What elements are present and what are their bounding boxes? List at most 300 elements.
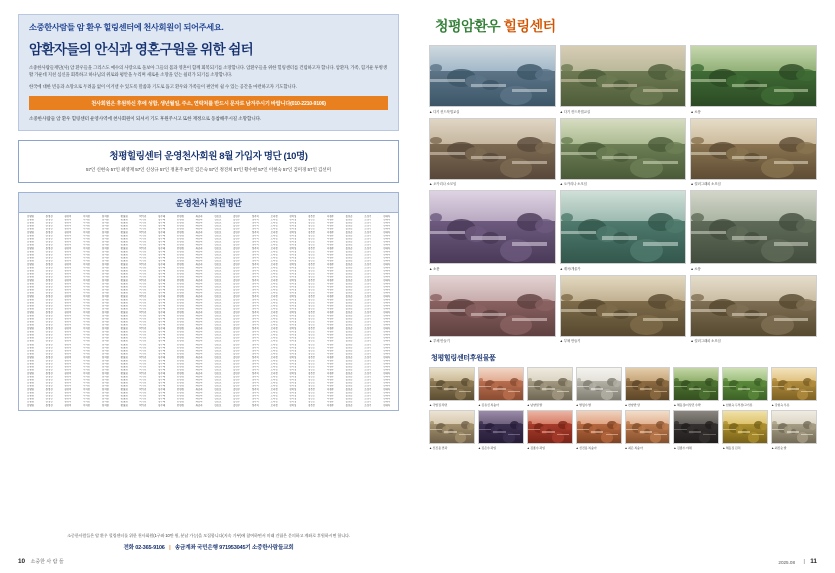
roster-name-cell: 오숙정	[270, 381, 278, 385]
roster-name-cell: 홍선순	[345, 321, 353, 324]
sponsor-photo	[576, 410, 622, 444]
roster-name-cell: 임수태	[158, 337, 166, 340]
roster-name-cell: 한호호	[214, 285, 222, 289]
roster-name-cell: 조성기	[364, 231, 372, 234]
roster-name-cell: 조성기	[364, 289, 372, 292]
roster-name-cell: 윤정선	[45, 231, 53, 234]
roster-name-cell: 최순숙	[195, 269, 203, 273]
sponsor-caption: ▲ 최은 복숭아	[624, 446, 643, 450]
roster-name-cell: 장지현	[101, 285, 109, 289]
roster-name-cell: 김영영	[26, 266, 34, 269]
roster-name-cell: 박기진	[139, 260, 147, 263]
roster-name-cell: 이자민	[83, 241, 91, 244]
roster-name-cell: 오숙정	[270, 266, 278, 269]
roster-name-cell: 조성기	[364, 324, 372, 327]
roster-name-cell: 황희희	[120, 394, 128, 397]
gallery-item	[429, 118, 556, 187]
roster-name-cell: 홍선순	[345, 333, 353, 337]
roster-name-cell: 이자민	[83, 394, 91, 397]
roster-name-cell: 오숙정	[270, 388, 278, 391]
roster-name-cell: 박기진	[139, 221, 147, 224]
photo-gallery	[429, 45, 817, 343]
roster-name-cell: 임수태	[158, 276, 166, 279]
roster-name-cell: 김영영	[26, 340, 34, 343]
roster-name-cell: 강은은	[308, 356, 316, 359]
roster-name-cell: 홍선순	[345, 404, 353, 407]
roster-name-cell: 조성기	[364, 337, 372, 340]
roster-name-cell: 전미성	[289, 385, 297, 388]
roster-name-cell: 홍선순	[345, 353, 353, 356]
roster-name-cell: 황희희	[120, 218, 128, 221]
roster-name-cell: 안현경	[176, 250, 184, 253]
roster-name-cell: 전미성	[289, 218, 297, 221]
roster-name-cell: 최순숙	[195, 401, 203, 404]
roster-name-cell: 전미성	[289, 388, 297, 391]
roster-name-cell: 조성기	[364, 385, 372, 388]
roster-name-cell: 오숙정	[270, 305, 278, 308]
roster-name-cell: 서경주	[326, 349, 334, 353]
roster-name-cell: 김영영	[26, 260, 34, 263]
roster-name-cell: 윤정선	[45, 378, 53, 381]
roster-name-cell: 조성기	[364, 372, 372, 375]
roster-name-cell: 박기진	[139, 343, 147, 346]
roster-name-cell: 장지현	[101, 314, 109, 317]
roster-name-cell: 장지현	[101, 279, 109, 282]
roster-name-cell: 강은은	[308, 285, 316, 289]
roster-name-cell: 조성기	[364, 247, 372, 250]
roster-name-cell: 윤정선	[45, 311, 53, 314]
roster-name-cell: 신태자	[383, 404, 391, 407]
roster-name-cell: 한호호	[214, 324, 222, 327]
roster-name-cell: 서경주	[326, 305, 334, 308]
roster-name-cell: 서경주	[326, 337, 334, 340]
gallery-item	[560, 275, 687, 344]
roster-name-cell: 윤정선	[45, 333, 53, 337]
roster-name-cell: 정주지	[251, 362, 259, 365]
roster-name-cell: 윤정선	[45, 330, 53, 333]
roster-name-cell: 장지현	[101, 269, 109, 273]
roster-name-cell: 이자민	[83, 266, 91, 269]
roster-name-cell: 김영영	[26, 324, 34, 327]
roster-name-cell: 조성기	[364, 215, 372, 218]
roster-name-cell: 윤정선	[45, 266, 53, 269]
roster-name-cell: 안현경	[176, 289, 184, 292]
sponsor-gallery	[429, 367, 817, 450]
roster-name-cell: 박기진	[139, 231, 147, 234]
roster-name-cell: 정주지	[251, 224, 259, 228]
roster-name-cell: 신태자	[383, 253, 391, 256]
roster-name-cell: 강은은	[308, 404, 316, 407]
roster-name-cell: 홍선순	[345, 324, 353, 327]
roster-name-cell: 안현경	[176, 378, 184, 381]
roster-name-cell: 신태자	[383, 311, 391, 314]
roster-name-cell: 김영영	[26, 378, 34, 381]
roster-name-cell: 송민수	[233, 237, 241, 240]
roster-name-cell: 한호호	[214, 218, 222, 221]
roster-name-cell: 김영영	[26, 375, 34, 378]
roster-name-cell: 조성기	[364, 388, 372, 391]
roster-name-cell: 한호호	[214, 378, 222, 381]
roster-name-cell: 황희희	[120, 359, 128, 362]
sponsor-photo	[771, 367, 817, 401]
roster-name-cell: 안현경	[176, 305, 184, 308]
roster-name-cell: 오숙정	[270, 260, 278, 263]
roster-name-cell: 홍선순	[345, 327, 353, 330]
roster-name-cell: 윤정선	[45, 337, 53, 340]
roster-name-cell: 서경주	[326, 394, 334, 397]
new-member-names: 57인 신현숙 57인 최영재 57인 신상규 57인 정훈주 57인 김은숙 57인 정진희 57인 황수현 57인 이현숙 57인 김미경 57인 김선미	[86, 167, 331, 173]
roster-name-cell: 황희희	[120, 401, 128, 404]
roster-name-cell: 홍선순	[345, 349, 353, 353]
roster-name-cell: 최순숙	[195, 273, 203, 276]
roster-name-cell: 이자민	[83, 391, 91, 394]
roster-name-cell: 황희희	[120, 375, 128, 378]
roster-name-cell: 조성기	[364, 228, 372, 231]
roster-name-cell: 조성기	[364, 353, 372, 356]
roster-name-cell: 장지현	[101, 321, 109, 324]
roster-name-cell: 권진미	[64, 330, 72, 333]
roster-name-cell: 권진미	[64, 282, 72, 285]
roster-name-cell: 조성기	[364, 234, 372, 237]
roster-name-cell: 윤정선	[45, 388, 53, 391]
roster-name-cell: 황희희	[120, 346, 128, 349]
roster-name-cell: 서경주	[326, 375, 334, 378]
roster-name-cell: 정주지	[251, 231, 259, 234]
roster-name-cell: 임수태	[158, 362, 166, 365]
roster-name-cell: 안현경	[176, 346, 184, 349]
roster-name-cell: 홍선순	[345, 215, 353, 218]
roster-name-cell: 홍선순	[345, 298, 353, 301]
roster-name-cell: 윤정선	[45, 327, 53, 330]
roster-name-cell: 임수태	[158, 257, 166, 260]
roster-name-cell: 송민수	[233, 346, 241, 349]
roster-name-cell: 한호호	[214, 340, 222, 343]
roster-name-cell: 황희희	[120, 391, 128, 394]
roster-name-cell: 박기진	[139, 340, 147, 343]
roster-name-cell: 이자민	[83, 273, 91, 276]
roster-name-cell: 김영영	[26, 301, 34, 305]
roster-name-cell: 정주지	[251, 263, 259, 266]
roster-name-cell: 안현경	[176, 340, 184, 343]
gallery-caption: ▲ 부채 만들기	[429, 339, 450, 343]
roster-name-cell: 홍선순	[345, 224, 353, 228]
roster-name-cell: 박기진	[139, 321, 147, 324]
roster-name-cell: 이자민	[83, 237, 91, 240]
roster-name-cell: 서경주	[326, 263, 334, 266]
contact-phone: 전화 02-365-9106	[123, 545, 165, 551]
roster-name-cell: 장지현	[101, 234, 109, 237]
roster-name-cell: 홍선순	[345, 253, 353, 256]
roster-name-cell: 홍선순	[345, 362, 353, 365]
roster-name-cell: 윤정선	[45, 321, 53, 324]
roster-name-cell: 윤정선	[45, 241, 53, 244]
contact-separator: |	[169, 545, 171, 551]
roster-name-cell: 서경주	[326, 269, 334, 273]
roster-name-cell: 강은은	[308, 224, 316, 228]
roster-name-cell: 신태자	[383, 330, 391, 333]
roster-name-cell: 조성기	[364, 356, 372, 359]
roster-name-cell: 오숙정	[270, 237, 278, 240]
roster-name-cell: 서경주	[326, 321, 334, 324]
roster-name-cell: 김영영	[26, 317, 34, 321]
roster-name-cell: 서경주	[326, 385, 334, 388]
roster-name-cell: 안현경	[176, 401, 184, 404]
roster-name-cell: 안현경	[176, 301, 184, 305]
roster-name-cell: 이자민	[83, 250, 91, 253]
sponsor-item	[527, 410, 573, 450]
roster-name-cell: 최순숙	[195, 356, 203, 359]
roster-name-cell: 황희희	[120, 330, 128, 333]
gallery-photo	[560, 45, 687, 107]
roster-name-cell: 이자민	[83, 314, 91, 317]
roster-name-cell: 안현경	[176, 279, 184, 282]
roster-name-cell: 안현경	[176, 343, 184, 346]
roster-name-cell: 오숙정	[270, 282, 278, 285]
roster-name-cell: 안현경	[176, 356, 184, 359]
roster-name-cell: 전미성	[289, 215, 297, 218]
roster-name-cell: 조성기	[364, 266, 372, 269]
roster-name-cell: 권진미	[64, 333, 72, 337]
roster-name-cell: 장지현	[101, 378, 109, 381]
roster-name-cell: 전미성	[289, 330, 297, 333]
roster-name-cell: 박기진	[139, 305, 147, 308]
roster-name-cell: 윤정선	[45, 269, 53, 273]
roster-name-cell: 전미성	[289, 260, 297, 263]
roster-name-cell: 서경주	[326, 237, 334, 240]
roster-name-cell: 정주지	[251, 244, 259, 247]
sponsor-item	[478, 367, 524, 407]
roster-name-cell: 송민수	[233, 349, 241, 353]
roster-name-cell: 안현경	[176, 324, 184, 327]
roster-name-cell: 조성기	[364, 404, 372, 407]
roster-name-cell: 신태자	[383, 391, 391, 394]
roster-name-cell: 임수태	[158, 298, 166, 301]
roster-name-cell: 홍선순	[345, 391, 353, 394]
roster-name-cell: 황희희	[120, 244, 128, 247]
roster-name-cell: 송민수	[233, 375, 241, 378]
roster-name-cell: 정주지	[251, 333, 259, 337]
roster-name-cell: 송민수	[233, 359, 241, 362]
roster-name-cell: 임수태	[158, 244, 166, 247]
gallery-photo	[690, 118, 817, 180]
roster-name-cell: 최순숙	[195, 381, 203, 385]
roster-name-cell: 홍선순	[345, 292, 353, 295]
roster-name-cell: 최순숙	[195, 279, 203, 282]
roster-name-cell: 윤정선	[45, 221, 53, 224]
roster-name-cell: 서경주	[326, 391, 334, 394]
roster-name-cell: 권진미	[64, 279, 72, 282]
roster-name-cell: 윤정선	[45, 285, 53, 289]
roster-name-cell: 김영영	[26, 353, 34, 356]
roster-name-cell: 오숙정	[270, 292, 278, 295]
roster-name-cell: 정주지	[251, 305, 259, 308]
roster-name-cell: 김영영	[26, 394, 34, 397]
sponsor-item	[625, 367, 671, 407]
sponsor-photo	[576, 367, 622, 401]
roster-name-cell: 정주지	[251, 276, 259, 279]
roster-name-cell: 홍선순	[345, 234, 353, 237]
roster-name-cell: 윤정선	[45, 404, 53, 407]
roster-name-cell: 오숙정	[270, 276, 278, 279]
roster-name-cell: 안현경	[176, 369, 184, 372]
roster-name-cell: 한호호	[214, 266, 222, 269]
roster-name-cell: 이자민	[83, 257, 91, 260]
roster-name-cell: 황희희	[120, 269, 128, 273]
roster-name-cell: 정주지	[251, 397, 259, 401]
roster-name-cell: 오숙정	[270, 234, 278, 237]
roster-name-cell: 오숙정	[270, 401, 278, 404]
roster-name-cell: 신태자	[383, 362, 391, 365]
roster-name-cell: 신태자	[383, 228, 391, 231]
roster-name-cell: 강은은	[308, 349, 316, 353]
roster-name-cell: 한호호	[214, 353, 222, 356]
roster-name-cell: 서경주	[326, 279, 334, 282]
roster-name-cell: 한호호	[214, 314, 222, 317]
roster-name-cell: 장지현	[101, 224, 109, 228]
roster-name-cell: 이자민	[83, 321, 91, 324]
roster-name-cell: 김영영	[26, 381, 34, 385]
roster-name-cell: 이자민	[83, 343, 91, 346]
roster-name-cell: 최순숙	[195, 404, 203, 407]
roster-name-cell: 홍선순	[345, 340, 353, 343]
roster-name-cell: 권진미	[64, 314, 72, 317]
roster-name-cell: 이자민	[83, 346, 91, 349]
roster-name-cell: 정주지	[251, 340, 259, 343]
roster-name-cell: 조성기	[364, 295, 372, 298]
roster-name-cell: 홍선순	[345, 250, 353, 253]
roster-name-cell: 조성기	[364, 362, 372, 365]
roster-name-cell: 강은은	[308, 401, 316, 404]
intro-paragraph-1: 소중한사람들재단(사) 암 환우들을 그리스도 예수의 사랑으로 돌보아 그들의 몸과 영혼이 함께 회복되기를 소망합니다. 암환우들을 위한 힐링센터를 건립하고자 합니다. 암환자, 가족, 힘겨운 투병생활 가운데 지친 심신을 회복하고 하나님의 위로와 평안을 누리며 새로운 소망을 얻는 쉼터가 되기를 소망합니다.	[29, 65, 387, 77]
sponsor-item	[478, 410, 524, 450]
roster-name-cell: 정주지	[251, 330, 259, 333]
roster-name-cell: 한호호	[214, 308, 222, 311]
roster-name-cell: 김영영	[26, 263, 34, 266]
roster-name-cell: 이자민	[83, 292, 91, 295]
roster-name-cell: 서경주	[326, 369, 334, 372]
roster-name-cell: 송민수	[233, 381, 241, 385]
roster-name-cell: 서경주	[326, 218, 334, 221]
roster-name-cell: 장지현	[101, 349, 109, 353]
roster-name-cell: 송민수	[233, 215, 241, 218]
roster-name-cell: 오숙정	[270, 343, 278, 346]
roster-name-cell: 임수태	[158, 311, 166, 314]
roster-name-cell: 김영영	[26, 372, 34, 375]
roster-name-cell: 한호호	[214, 298, 222, 301]
roster-name-cell: 조성기	[364, 224, 372, 228]
roster-name-cell: 서경주	[326, 346, 334, 349]
roster-name-cell: 정주지	[251, 247, 259, 250]
roster-name-cell: 전미성	[289, 401, 297, 404]
roster-name-cell: 전미성	[289, 276, 297, 279]
roster-name-cell: 한호호	[214, 327, 222, 330]
roster-name-cell: 장지현	[101, 308, 109, 311]
roster-name-cell: 전미성	[289, 397, 297, 401]
roster-name-cell: 이자민	[83, 311, 91, 314]
roster-name-cell: 신태자	[383, 397, 391, 401]
roster-name-cell: 이자민	[83, 224, 91, 228]
roster-name-cell: 송민수	[233, 365, 241, 369]
gallery-photo	[429, 45, 556, 107]
roster-name-cell: 황희희	[120, 308, 128, 311]
sponsor-caption: ▲ 남양밀 쌀	[526, 403, 543, 407]
roster-name-cell: 김영영	[26, 327, 34, 330]
roster-name-cell: 서경주	[326, 250, 334, 253]
roster-name-cell: 박기진	[139, 253, 147, 256]
sponsor-caption: ▲ 신진용 견과	[429, 446, 448, 450]
sponsor-item	[625, 410, 671, 450]
roster-name-cell: 조성기	[364, 330, 372, 333]
sponsor-caption: ▲ 김종수 야채	[673, 446, 692, 450]
roster-name-cell: 권진미	[64, 266, 72, 269]
roster-name-cell: 한호호	[214, 343, 222, 346]
roster-name-cell: 오숙정	[270, 285, 278, 289]
roster-name-cell: 한호호	[214, 215, 222, 218]
roster-name-cell: 한호호	[214, 301, 222, 305]
roster-name-cell: 이자민	[83, 295, 91, 298]
roster-name-cell: 임수태	[158, 397, 166, 401]
roster-name-cell: 김영영	[26, 359, 34, 362]
roster-name-cell: 전미성	[289, 404, 297, 407]
right-page	[417, 0, 835, 573]
roster-name-cell: 최순숙	[195, 346, 203, 349]
roster-name-cell: 권진미	[64, 292, 72, 295]
roster-name-cell: 조성기	[364, 276, 372, 279]
roster-name-cell: 오숙정	[270, 397, 278, 401]
roster-name-cell: 정주지	[251, 218, 259, 221]
roster-name-cell: 오숙정	[270, 231, 278, 234]
roster-name-cell: 최순숙	[195, 253, 203, 256]
roster-name-cell: 황희희	[120, 298, 128, 301]
roster-name-cell: 황희희	[120, 224, 128, 228]
roster-name-cell: 홍선순	[345, 276, 353, 279]
roster-name-cell: 이자민	[83, 359, 91, 362]
roster-name-cell: 임수태	[158, 353, 166, 356]
roster-name-cell: 권진미	[64, 369, 72, 372]
roster-name-cell: 정주지	[251, 321, 259, 324]
roster-name-cell: 임수태	[158, 330, 166, 333]
gallery-caption: ▲ 오카리나 소모임	[429, 182, 457, 186]
roster-name-cell: 정주지	[251, 253, 259, 256]
roster-name-cell: 서경주	[326, 215, 334, 218]
roster-name-cell: 권진미	[64, 359, 72, 362]
roster-name-cell: 임수태	[158, 372, 166, 375]
roster-name-cell: 전미성	[289, 391, 297, 394]
roster-name-cell: 이자민	[83, 356, 91, 359]
roster-name-cell: 신태자	[383, 314, 391, 317]
roster-name-cell: 이자민	[83, 404, 91, 407]
roster-name-cell: 전미성	[289, 289, 297, 292]
roster-name-cell: 윤정선	[45, 314, 53, 317]
roster-name-cell: 송민수	[233, 289, 241, 292]
closing-line: 소중한사람들 암 환우 힐링센터 운영사역에 천사회원이 되셔서 기도 후원주시고 또한 재정으로 동참해주시길 소망합니다.	[29, 116, 262, 122]
roster-name-cell: 조성기	[364, 340, 372, 343]
roster-name-cell: 이자민	[83, 253, 91, 256]
roster-name-cell: 임수태	[158, 308, 166, 311]
roster-name-cell: 장지현	[101, 305, 109, 308]
roster-name-cell: 김영영	[26, 333, 34, 337]
roster-name-cell: 서경주	[326, 365, 334, 369]
sponsor-photo	[673, 367, 719, 401]
roster-name-cell: 최순숙	[195, 385, 203, 388]
roster-name-cell: 한호호	[214, 372, 222, 375]
roster-name-cell: 송민수	[233, 308, 241, 311]
roster-name-cell: 최순숙	[195, 241, 203, 244]
sponsor-caption: ▲ 김은수 과일	[477, 446, 496, 450]
roster-name-cell: 김영영	[26, 321, 34, 324]
roster-name-cell: 서경주	[326, 247, 334, 250]
roster-name-cell: 서경주	[326, 276, 334, 279]
